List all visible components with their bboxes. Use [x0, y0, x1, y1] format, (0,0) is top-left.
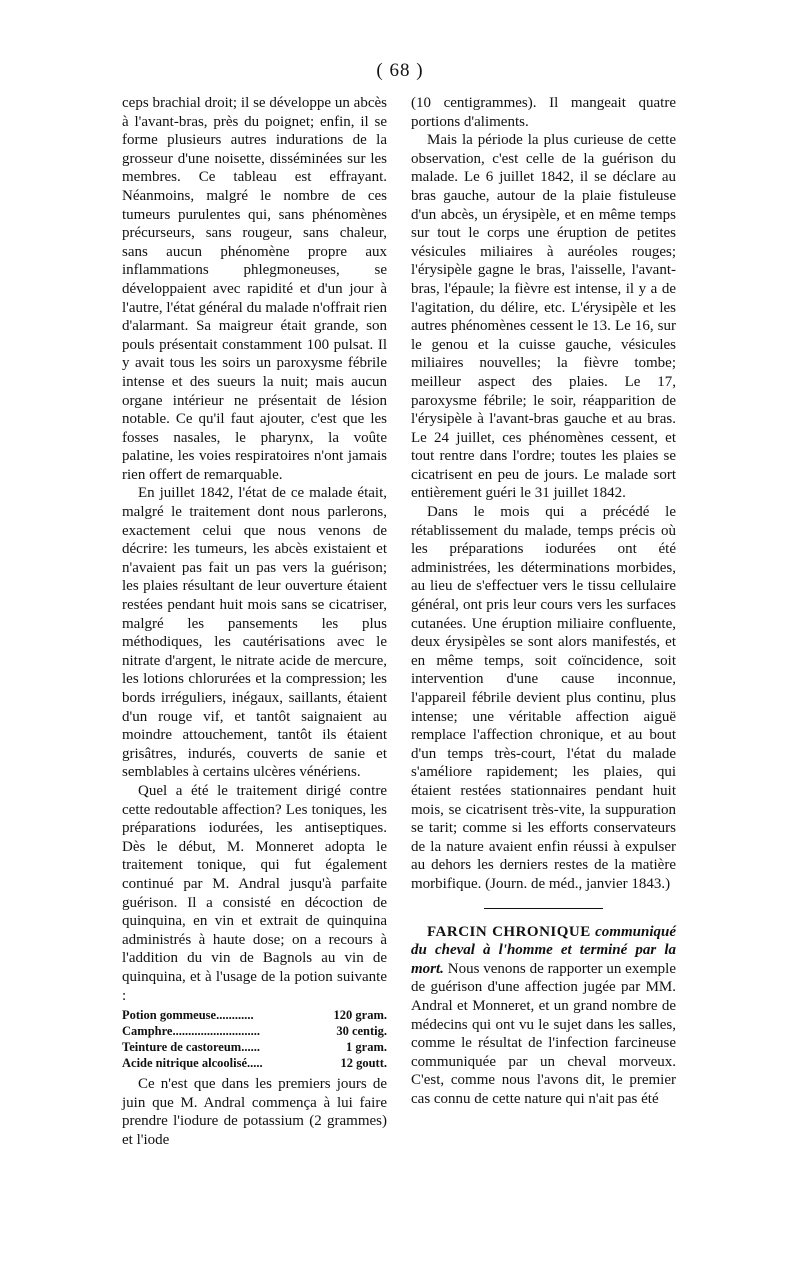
formula-ingredient: Teinture de castoreum [122, 1040, 242, 1055]
left-paragraph-3: Quel a été le traitement dirigé contre cette redoutable affection? Les toniques, les préparations iodurées, les antiseptiques. Dès le début, M. Monneret adopta le traitement tonique, qui fut également continué par M. Andral jusqu'à parfaite guérison. Il a consisté en décoction de quinquina, en vin et extrait de quinquina administrés à haute dose; on a recours à l'addition du vin de Bagnols au vin de quinquina, et à l'usage de la potion suivante : [122, 782, 387, 1004]
formula-ingredient: Acide nitrique alcoolisé [122, 1056, 247, 1071]
left-paragraph-1: ceps brachial droit; il se développe un abcès à l'avant-bras, près du poignet; enfin, il se forme plusieurs autres indurations de la grosseur d'une noisette, disséminées sur les membres. Ce tableau est effrayant. Néanmoins, malgré le nombre de ces tumeurs purulentes qui, sans phénomènes précurseurs, sans rougeur, sans chaleur, sans aucun phénomène propre aux inflammations phlegmoneuses, se développaient avec rapidité et d'un jour à l'autre, l'état général du malade n'offrait rien d'alarmant. Sa maigreur était grande, son pouls présentait constamment 100 pulsat. Il y avait tous les soirs un paroxysme fébrile intense et des sueurs la nuit; mais aucun organe intérieur ne présentait de lésion notable. Ce qu'il faut ajouter, c'est que les fosses nasales, le pharynx, la voûte palatine, les voies respiratoires n'ont jamais rien offert de remarquable. [122, 95, 387, 483]
formula-dose: 120 gram. [333, 1008, 387, 1023]
formula-dose: 1 gram. [346, 1040, 387, 1055]
left-paragraph-4: Ce n'est que dans les premiers jours de juin que M. Andral commença à lui faire prendre l'iodure de potassium (2 grammes) et l'iode [122, 1076, 387, 1148]
section-heading-italic: communiqué du cheval à l'homme et terminé par la mort. [411, 923, 676, 977]
prescription-formula [122, 1007, 387, 1071]
formula-dose: 30 centig. [336, 1024, 387, 1039]
formula-dose: 12 goutt. [340, 1056, 387, 1071]
right-paragraph-3 [411, 503, 676, 893]
formula-row [122, 1023, 387, 1039]
section-paragraph-text: Nous venons de rapporter un exemple de guérison d'une affection jugée par MM. Andral et Monneret, et un grand nombre de médecins qui ont vu le sujet dans les salles, comme le résultat de l'infection farcineuse communiquée par un cheval morveux. C'est, comme nous l'avons dit, le premier cas connu de cette nature qui n'ait pas été [411, 960, 676, 1107]
right-paragraph-1: (10 centigrammes). Il mangeait quatre portions d'aliments. [411, 95, 676, 130]
left-paragraph-2: En juillet 1842, l'état de ce malade était, malgré le traitement dont nous parlerons, exactement celui que nous venons de décrire: les tumeurs, les abcès existaient et n'avaient pas fait un pas vers la guérison; les plaies résultant de leur ouverture étaient restées pendant huit mois sans se cicatriser, malgré les pansements les plus méthodiques, les cautérisations avec le nitrate d'argent, le nitrate acide de mercure, les lotions chlorurées et la compression; les bords irréguliers, inégaux, saillants, étaient d'un rouge vif, et tantôt saignaient au moindre attouchement, tantôt ils étaient grisâtres, indurés, couverts de sanie et semblables à certains ulcères vénériens. [122, 485, 387, 781]
formula-leader: ..... [247, 1056, 263, 1071]
formula-ingredient: Potion gommeuse [122, 1008, 217, 1023]
formula-row [122, 1007, 387, 1023]
right-paragraph-2: Mais la période la plus curieuse de cette observation, c'est celle de la guérison du malade. Le 6 juillet 1842, il se déclare au bras gauche, autour de la plaie fistuleuse d'un abcès, un érysipèle, et en même temps sur tout le corps une éruption de petites vésicules miliaires à auréoles rouges; l'érysipèle gagne le bras, l'aisselle, l'avant-bras, l'épaule; la fièvre est intense, il y a de l'agitation, du délire, etc. L'érysipèle et les autres phénomènes cessent le 13. Le 16, sur le genou et la cuisse gauche, vésicules miliaires nouvelles; la fièvre tombe; meilleur aspect des plaies. Le 17, paroxysme fébrile; le soir, réapparition de l'érysipèle à l'avant-bras gauche et au bras. Le 24 juillet, ces phénomènes cessent, et tout rentre dans l'ordre; toutes les plaies se cicatrisent en peu de jours. Le malade sort entièrement guéri le 31 juillet 1842. [411, 132, 676, 502]
left-column [122, 94, 387, 1149]
right-column [411, 94, 676, 1108]
section-paragraph [411, 923, 676, 1109]
formula-row [122, 1055, 387, 1071]
formula-row [122, 1039, 387, 1055]
formula-leader: ............................ [172, 1024, 260, 1039]
formula-ingredient: Camphre [122, 1024, 173, 1039]
section-divider [484, 908, 603, 909]
formula-leader: ............ [216, 1008, 254, 1023]
page-number: ( 68 ) [376, 60, 424, 81]
section-heading: FARCIN CHRONIQUE [427, 923, 591, 940]
journal-citation: (Journ. de méd., janvier 1843.) [485, 875, 671, 892]
right-paragraph-3-text: Dans le mois qui a précédé le rétablissement du malade, temps précis où les préparations iodurées ont été administrées, les déterminations morbides, au lieu de s'effectuer vers le tissu cellulaire général, ont pris leur cours vers les surfaces cutanées. Une éruption miliaire confluente, deux érysipèles se sont alors manifestés, et en même temps, soit coïncidence, soit intervention d'une cause inconnue, l'appareil fébrile devient plus continu, plus intense; une véritable affection aiguë remplace l'affection chronique, et au bout d'un temps très-court, l'état du malade s'améliore rapidement; les plaies, qui étaient restées stationnaires pendant huit mois, se cicatrisent très-vite, la suppuration se tarit; comme si les efforts conservateurs de la nature avaient enfin réussi à expulser au dehors les derniers restes de la matière morbifique. [411, 504, 676, 892]
formula-leader: ...... [241, 1040, 260, 1055]
